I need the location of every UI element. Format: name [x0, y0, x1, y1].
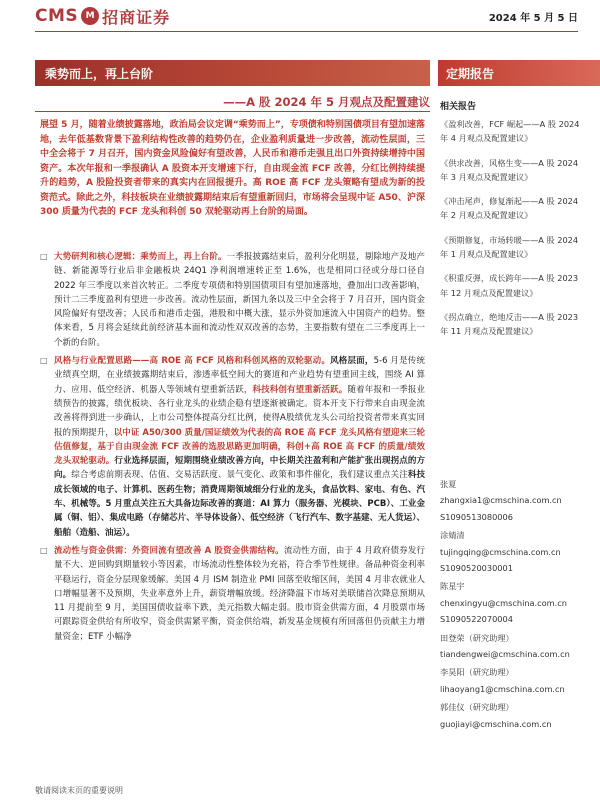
bullet-lead: 流动性与资金供需：外资回流有望改善 A 股资金供需结构。 [54, 545, 284, 556]
analyst-cert-id: S1090513080006 [440, 511, 513, 522]
report-title: 乘势而上，再上台阶 [45, 67, 154, 81]
related-report-link[interactable]: 《预期修复，市场转暖——A 股 2024 年 1 月观点及配置建议》 [440, 234, 579, 260]
main-body [40, 250, 425, 648]
analyst-name: 陈星宇 [440, 581, 465, 592]
analyst-email[interactable]: guojiayi@cmschina.com.cn [440, 718, 552, 729]
report-date: 2024 年 5 月 5 日 [488, 13, 578, 24]
report-type-label: 定期报告 [446, 67, 495, 81]
analyst-name: 涂婧清 [440, 530, 465, 541]
report-subtitle: ——A 股 2024 年 5 月观点及配置建议 [223, 95, 430, 109]
analyst-email[interactable]: lihaoyang1@cmschina.com.cn [440, 683, 565, 694]
analyst-list [440, 476, 580, 732]
report-type-banner [438, 60, 600, 86]
logo-mark-icon: M [81, 7, 99, 25]
analyst-name: 李昊阳（研究助理） [440, 667, 514, 678]
company-logo [35, 2, 170, 30]
logo-text-cn: 招商证券 [102, 7, 171, 27]
analyst-email[interactable]: chenxingyu@cmschina.com.cn [440, 597, 567, 608]
analyst-cert-id: S1090520030001 [440, 563, 513, 574]
bullet-lead: 风格与行业配置思路——高 ROE 高 FCF 风格和科创风格的双轮驱动。 [54, 356, 331, 367]
related-report-link[interactable]: 《盈利改善，FCF 崛起——A 股 2024 年 4 月观点及配置建议》 [440, 119, 580, 144]
analyst-name: 张夏 [440, 479, 457, 489]
header-divider [35, 31, 578, 32]
abstract-paragraph: 展望 5 月，随着业绩披露落地，政治局会议定调“乘势而上”，专项债和特别国债项目有望加速落地，去年低基数背景下盈利结构性改善的趋势仍在，企业盈利质量进一步改善，流动性层面，三中全会将于 7 月召开，国内资金风险偏好有望改善，人民币和港币走强且出口外资持续增持中国资产。本次年报和一季报确认 A 股资本开支增速下行，自由现金流 FCF 改善，分红比例持续提升的趋势，A 股险投资者带来的真实内在回报提升。高 ROE 高 FCF 龙头策略有望成为新的投资范式。除此之外，科技板块在业绩披露期结束后有望重新回归，市场将会呈现中证 A50、沪深 300 质量为代表的 FCF 龙头和科创 50 双轮驱动再上台阶的局面。 [40, 120, 425, 217]
bullet-text: 随着年报和一季报业绩预告的披露，绩优板块、各行业龙头的业绩企稳有望逐渐被确定。资本开支下行带来自由现金流改善将得到进一步确认，上市公司整体提高分红比例，使得A股绩优龙头公司给投资者带来真实回报的预期提升， [54, 384, 425, 438]
square-bullet-icon: □ [40, 356, 48, 366]
bullet-highlight: 以中证 A50/300 质量/国证绩效为代表的高 ROE 高 FCF 龙头风格有望迎来三轮估值修复，基于自由现金流 FCF 改善的选股思路更加明确，科创+高 ROE 高 FCF 的质量/绩效龙头双轮驱动。 [54, 427, 425, 467]
title-banner [35, 60, 430, 86]
related-reports-heading: 相关报告 [440, 102, 477, 112]
bullet-highlight: 科技科创有望重新活跃。 [252, 384, 348, 395]
related-reports-list [440, 117, 580, 349]
analyst-email[interactable]: tujingqing@cmschina.com.cn [440, 546, 561, 557]
bullet-text: 一季报披露结束后，盈利分化明显，剔除地产及地产链、新能源等行业后非金融板块 24Q1 净利润增速转正至 1.6%，也是相同口径或分母口径自 2022 年三季度以来首次转正。二季度专项债和特别国债项目有望加速落地，叠加出口改善影响，预计二三季度盈利有望进一步改善。流动性层面，新国九条以及三中全会将于 7 月召开，国内资金风险偏好有望改善；人民币和港币走强，港股和中概大涨，显示外资加速流入中国资产的趋势。整体来看，5 月将会延续此前经济基本面和流动性双双改善的态势，主要指数有望在二三季度再上一个新的台阶。 [54, 252, 425, 348]
bullet-bold: 风格层面， [330, 356, 374, 367]
square-bullet-icon: □ [40, 252, 48, 261]
bullet-text: 流动性方面，由于 4 月政府债券发行量不大、逆回购到期量较小等因素，市场流动性整体较为充裕，符合季节性规律。备品种资金利率平稳运行，资金分层现象缓解。美国 4 月 ISM 制造业 PMI 回落至收缩区间，美国 4 月非农就业人口增幅显著不及预期，失业率意外上升，薪资增幅放缓。经济降温下市场对美联储首次降息预期从 11 月提前至 9 月，美国国债收益率下跌，美元指数大幅走弱。股市资金供需方面，4 月股票市场可跟踪资金供给有所收窄，资金供需紧平衡，资金供给端，新发基金规模有所回落但仍贡献主力增量资金；ETF 小幅净 [54, 545, 425, 642]
bullet-bold: 科技成长领域的电子、计算机、医药生物；消费周期领域细分行业的龙头，食品饮料、家电、有色、汽车、机械等。5 月重点关注五大具备边际改善的赛道：AI 算力（服务器、光模块、PCB）、工业金属（铜、铝）、集成电路（存储芯片、半导体设备）、低空经济（飞行汽车、数字基建、无人货运）、船舶（造船、油运）。 [54, 470, 425, 538]
related-report-link[interactable]: 《拐点确立，绝地反击——A 股 2023 年 11 月观点及配置建议》 [440, 311, 579, 337]
page-footer: 敬请阅读末页的重要说明 [35, 786, 123, 795]
analyst-cert-id: S1090522070004 [440, 614, 513, 625]
related-report-link[interactable]: 《供求改善，风格生变——A 股 2024 年 3 月观点及配置建议》 [440, 157, 579, 182]
logo-text-en: CMS [35, 6, 79, 26]
bullet-text: 综合考虑前期表现、估值、交易活跃度、景气变化、政策和事件催化，我们建议重点关注 [71, 470, 408, 481]
subtitle-divider [35, 111, 430, 112]
bullet-lead: 大势研判和核心逻辑：乘势而上，再上台阶。 [54, 252, 227, 262]
analyst-email[interactable]: tiandengwei@cmschina.com.cn [440, 649, 570, 660]
bullet-bold: 行业选择层面，短期围绕业绩改善方向，中长期关注盈利和产能扩张出现拐点的方向。 [54, 456, 425, 481]
bullet-liquidity [40, 544, 425, 644]
square-bullet-icon: □ [40, 545, 48, 555]
bullet-text: 5-6 月是传统业绩真空期，在业绩披露期结束后，渗透率低空间大的赛道和产业趋势有望重回主线，围绕 AI 算力、应用、低空经济、机器人等领域有望重新活跃， [54, 356, 425, 395]
analyst-name: 田登荣（研究助理） [440, 632, 514, 643]
related-report-link[interactable]: 《冲击尾声，修复渐起——A 股 2024 年 2 月观点及配置建议》 [440, 196, 579, 221]
related-report-link[interactable]: 《积重反弹，成长跨年——A 股 2023 年 12 月观点及配置建议》 [440, 273, 579, 298]
bullet-market-outlook [40, 250, 425, 350]
page-header [0, 0, 600, 32]
analyst-name: 郭佳仪（研究助理） [440, 702, 514, 713]
bullet-style-allocation [40, 354, 425, 540]
analyst-email[interactable]: zhangxia1@cmschina.com.cn [440, 495, 562, 506]
